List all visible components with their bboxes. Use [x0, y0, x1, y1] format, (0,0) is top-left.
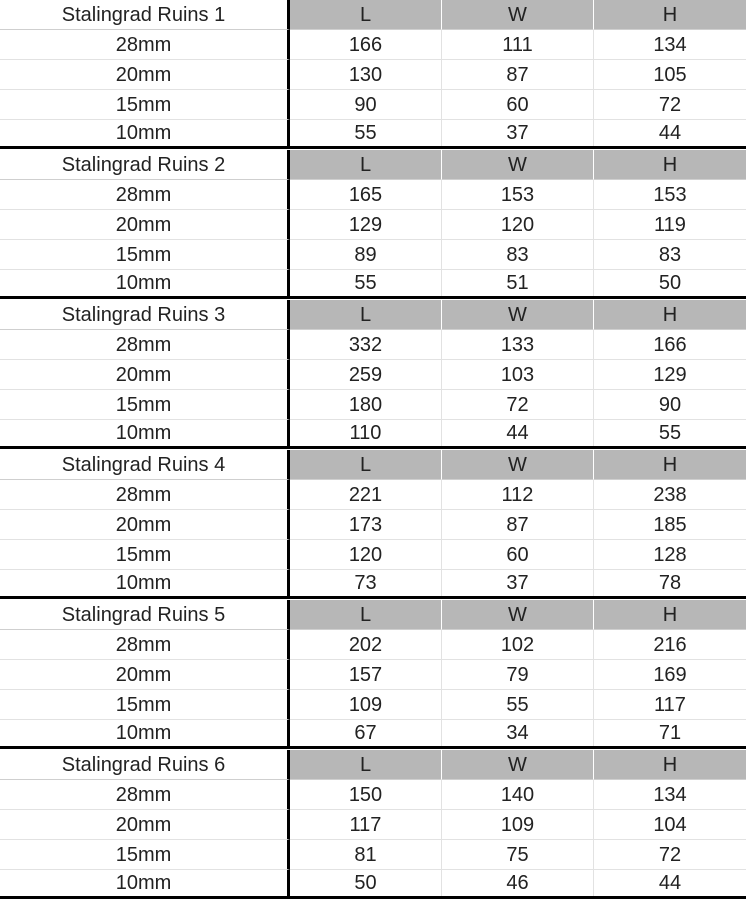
table-group: [0, 600, 746, 750]
dimension-cell-w[interactable]: 44: [442, 420, 594, 447]
dimension-cell-h[interactable]: 50: [658, 272, 682, 294]
table-row: [0, 780, 746, 810]
scale-cell[interactable]: 28mm: [0, 480, 290, 510]
column-header-cell[interactable]: H: [594, 750, 746, 780]
dimension-cell-w[interactable]: 60: [442, 540, 594, 570]
dimension-cell-l[interactable]: 165: [290, 180, 442, 210]
group-title-cell[interactable]: Stalingrad Ruins 2: [0, 150, 290, 180]
table-row: [0, 690, 746, 720]
table-row: [0, 660, 746, 690]
scale-cell[interactable]: 28mm: [0, 180, 290, 210]
dimension-cell-w[interactable]: 60: [442, 90, 594, 120]
scale-cell[interactable]: 28mm: [0, 30, 290, 60]
dimension-cell-h[interactable]: 134: [594, 780, 746, 810]
dimension-cell-h[interactable]: 216: [594, 630, 746, 660]
scale-cell[interactable]: 10mm: [0, 270, 290, 297]
group-header-row: [0, 150, 746, 180]
dimension-cell-h[interactable]: 83: [594, 240, 746, 270]
dimension-cell-h[interactable]: 238: [594, 480, 746, 510]
dimension-cell-w[interactable]: 112: [442, 480, 594, 510]
dimension-cell-h[interactable]: 72: [594, 840, 746, 870]
dimension-cell-w[interactable]: 87: [442, 60, 594, 90]
dimension-cell-h[interactable]: 55: [658, 422, 682, 444]
scale-cell[interactable]: 20mm: [0, 360, 290, 390]
dimension-cell-l[interactable]: 157: [290, 660, 442, 690]
dimension-cell-l[interactable]: 166: [290, 30, 442, 60]
dimension-cell-l[interactable]: 259: [290, 360, 442, 390]
group-separator: [0, 296, 746, 299]
column-header-cell[interactable]: W: [442, 750, 594, 780]
column-header-cell[interactable]: H: [594, 600, 746, 630]
scale-cell[interactable]: 20mm: [0, 660, 290, 690]
dimension-cell-w[interactable]: 153: [442, 180, 594, 210]
dimension-cell-l[interactable]: 67: [290, 720, 442, 747]
column-header-cell[interactable]: H: [594, 0, 746, 30]
column-header-cell[interactable]: W: [442, 150, 594, 180]
dimension-cell-h[interactable]: 169: [594, 660, 746, 690]
dimension-cell-w[interactable]: 109: [442, 810, 594, 840]
dimension-cell-l[interactable]: 120: [290, 540, 442, 570]
scale-cell[interactable]: 10mm: [0, 570, 290, 597]
dimension-cell-h[interactable]: 117: [594, 690, 746, 720]
dimension-cell-w[interactable]: 133: [442, 330, 594, 360]
group-header-row: [0, 0, 746, 30]
dimension-cell-l[interactable]: 332: [290, 330, 442, 360]
table-row: [0, 30, 746, 60]
table-row: [0, 210, 746, 240]
dimension-cell-h[interactable]: 134: [594, 30, 746, 60]
table-row: [0, 360, 746, 390]
column-header-cell[interactable]: W: [442, 0, 594, 30]
dimension-cell-l[interactable]: 110: [290, 420, 442, 447]
scale-cell[interactable]: 20mm: [0, 210, 290, 240]
table-row: [0, 390, 746, 420]
scale-cell[interactable]: 10mm: [0, 120, 290, 147]
dimension-cell-h[interactable]: 44: [658, 122, 682, 144]
dimension-cell-h[interactable]: 44: [658, 872, 682, 894]
table-row: [0, 90, 746, 120]
scale-cell[interactable]: 20mm: [0, 60, 290, 90]
column-header-cell[interactable]: L: [290, 750, 442, 780]
dimension-cell-l[interactable]: 129: [290, 210, 442, 240]
dimension-cell-w[interactable]: 37: [442, 120, 594, 147]
scale-cell[interactable]: 28mm: [0, 330, 290, 360]
scale-cell[interactable]: 20mm: [0, 510, 290, 540]
column-header-cell[interactable]: L: [290, 150, 442, 180]
dimension-cell-l[interactable]: 90: [290, 90, 442, 120]
group-header-row: [0, 600, 746, 630]
dimension-cell-w[interactable]: 51: [442, 270, 594, 297]
table-group: [0, 300, 746, 450]
scale-cell[interactable]: 15mm: [0, 540, 290, 570]
scale-cell[interactable]: 15mm: [0, 840, 290, 870]
group-title-cell[interactable]: Stalingrad Ruins 3: [0, 300, 290, 330]
dimension-cell-h[interactable]: 90: [594, 390, 746, 420]
dimension-cell-w[interactable]: 72: [442, 390, 594, 420]
scale-cell[interactable]: 28mm: [0, 630, 290, 660]
dimension-cell-w[interactable]: 83: [442, 240, 594, 270]
table-row: [0, 180, 746, 210]
dimension-cell-h[interactable]: 166: [594, 330, 746, 360]
table-row: [0, 840, 746, 870]
dimension-cell-w[interactable]: 103: [442, 360, 594, 390]
group-header-row: [0, 450, 746, 480]
scale-cell[interactable]: 28mm: [0, 780, 290, 810]
dimension-cell-w[interactable]: 55: [442, 690, 594, 720]
column-header-cell[interactable]: W: [442, 600, 594, 630]
table-group: [0, 450, 746, 600]
group-title-cell[interactable]: Stalingrad Ruins 4: [0, 450, 290, 480]
column-header-cell[interactable]: L: [290, 600, 442, 630]
dimension-cell-w[interactable]: 75: [442, 840, 594, 870]
scale-cell[interactable]: 15mm: [0, 90, 290, 120]
dimension-cell-l[interactable]: 81: [290, 840, 442, 870]
dimension-cell-h[interactable]: 104: [594, 810, 746, 840]
dimension-cell-l[interactable]: 55: [290, 120, 442, 147]
column-header-cell[interactable]: W: [442, 450, 594, 480]
dimension-cell-l[interactable]: 130: [290, 60, 442, 90]
dimension-cell-h[interactable]: 71: [658, 722, 682, 744]
dimension-cell-w[interactable]: 87: [442, 510, 594, 540]
table-row: [0, 810, 746, 840]
dimension-cell-w[interactable]: 140: [442, 780, 594, 810]
table-group: [0, 0, 746, 150]
dimension-cell-w[interactable]: 102: [442, 630, 594, 660]
dimension-cell-l[interactable]: 109: [290, 690, 442, 720]
column-header-cell[interactable]: H: [594, 150, 746, 180]
dimension-cell-w[interactable]: 120: [442, 210, 594, 240]
scale-cell[interactable]: 15mm: [0, 690, 290, 720]
column-header-cell[interactable]: H: [594, 450, 746, 480]
dimension-cell-h[interactable]: 129: [594, 360, 746, 390]
table-group: [0, 750, 746, 900]
column-header-cell[interactable]: L: [290, 300, 442, 330]
scale-cell[interactable]: 20mm: [0, 810, 290, 840]
dimension-cell-h[interactable]: 105: [594, 60, 746, 90]
scale-cell[interactable]: 10mm: [0, 870, 290, 897]
table-group: [0, 150, 746, 300]
dimension-cell-l[interactable]: 55: [290, 270, 442, 297]
group-separator: [0, 596, 746, 599]
table-row: [0, 630, 746, 660]
dimension-cell-l[interactable]: 89: [290, 240, 442, 270]
scale-cell[interactable]: 15mm: [0, 240, 290, 270]
dimension-cell-w[interactable]: 79: [442, 660, 594, 690]
dimension-cell-l[interactable]: 173: [290, 510, 442, 540]
scale-cell[interactable]: 15mm: [0, 390, 290, 420]
dimension-cell-l[interactable]: 221: [290, 480, 442, 510]
group-separator: [0, 146, 746, 149]
dimension-cell-l[interactable]: 117: [290, 810, 442, 840]
group-separator: [0, 746, 746, 749]
column-header-cell[interactable]: L: [290, 450, 442, 480]
dimension-cell-w[interactable]: 37: [442, 570, 594, 597]
dimension-cell-l[interactable]: 202: [290, 630, 442, 660]
column-header-cell[interactable]: H: [594, 300, 746, 330]
group-title-cell[interactable]: Stalingrad Ruins 6: [0, 750, 290, 780]
table-row: [0, 480, 746, 510]
group-separator: [0, 446, 746, 449]
dimension-cell-w[interactable]: 34: [442, 720, 594, 747]
dimension-cell-l[interactable]: 150: [290, 780, 442, 810]
group-header-row: [0, 750, 746, 780]
dimension-cell-h[interactable]: 153: [594, 180, 746, 210]
dimension-cell-l[interactable]: 73: [290, 570, 442, 597]
table-row: [0, 330, 746, 360]
dimension-cell-w[interactable]: 111: [442, 30, 594, 60]
table-row: [0, 540, 746, 570]
dimension-cell-h[interactable]: 78: [658, 572, 682, 594]
group-title-cell[interactable]: Stalingrad Ruins 5: [0, 600, 290, 630]
column-header-cell[interactable]: L: [290, 0, 442, 30]
dimension-cell-h[interactable]: 119: [594, 210, 746, 240]
group-header-row: [0, 300, 746, 330]
table-row: [0, 240, 746, 270]
group-title-cell[interactable]: Stalingrad Ruins 1: [0, 0, 290, 30]
dimension-cell-h[interactable]: 128: [594, 540, 746, 570]
table-row: [0, 60, 746, 90]
scale-cell[interactable]: 10mm: [0, 420, 290, 447]
dimension-cell-l[interactable]: 180: [290, 390, 442, 420]
dimension-cell-w[interactable]: 46: [442, 870, 594, 897]
table-row: [0, 510, 746, 540]
dimension-cell-l[interactable]: 50: [290, 870, 442, 897]
column-header-cell[interactable]: W: [442, 300, 594, 330]
dimension-cell-h[interactable]: 72: [594, 90, 746, 120]
dimension-cell-h[interactable]: 185: [594, 510, 746, 540]
scale-cell[interactable]: 10mm: [0, 720, 290, 747]
